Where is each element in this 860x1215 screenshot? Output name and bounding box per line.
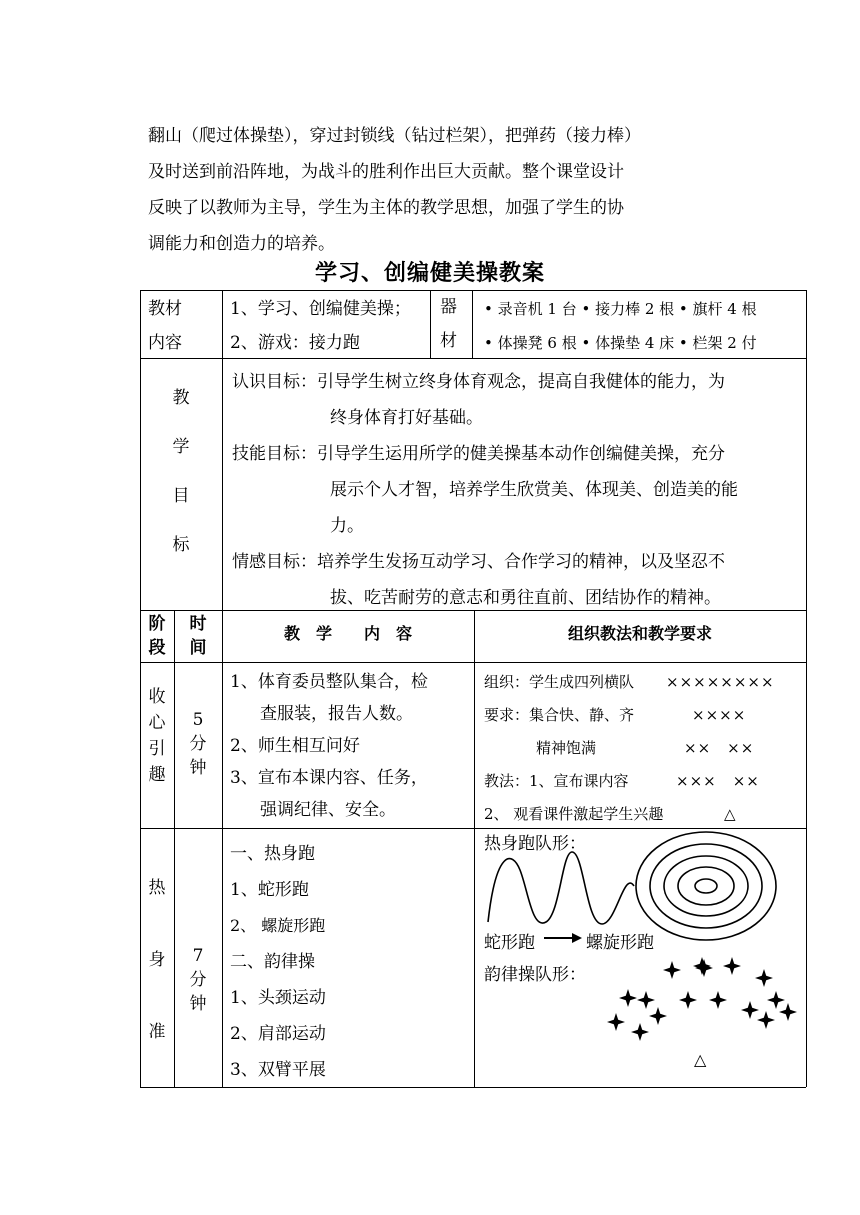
table-rule: [430, 290, 431, 358]
table-rule: [222, 610, 223, 1087]
table-rule: [222, 290, 223, 610]
stage2-name: 热 身 准: [148, 878, 166, 1042]
stage1-method: 组织：学生成四列横队 要求：集合快、静、齐 精神饱满 教法：1、宣布课内容 2、 观看课件激起学生兴趣: [484, 673, 664, 823]
header-content: 教 学 内 容: [283, 624, 412, 643]
goals-label: 教 学 目 标: [172, 388, 190, 555]
spiral-label: 螺旋形跑: [586, 933, 654, 953]
star-icon: [631, 1023, 649, 1041]
snake-path-icon: [488, 852, 634, 924]
star-icon: [779, 1003, 797, 1021]
header-time: 时 间: [189, 614, 207, 658]
star-icon: [663, 961, 681, 979]
teacher-triangle-icon: △: [724, 805, 736, 823]
table-rule: [474, 610, 475, 1087]
teacher-triangle-icon: △: [694, 1050, 707, 1069]
star-icon: [767, 991, 785, 1009]
intro-line: 及时送到前沿阵地，为战斗的胜利作出巨大贡献。整个课堂设计: [148, 162, 624, 182]
stage2-time: 7 分 钟: [189, 946, 207, 1014]
star-icon: [619, 989, 637, 1007]
snake-label: 蛇形跑: [484, 933, 535, 953]
star-icon: [637, 991, 655, 1009]
star-icon: [709, 991, 727, 1009]
arrow-head-icon: [572, 933, 582, 943]
table-border-top: [140, 290, 806, 291]
header-stage: 阶 段: [148, 614, 166, 658]
table-border-right: [806, 290, 807, 1087]
table-rule: [472, 290, 473, 358]
stage1-time: 5 分 钟: [189, 710, 207, 778]
star-icon: [755, 969, 773, 987]
spiral-rings-icon: [636, 832, 776, 940]
star-icon: [741, 1001, 759, 1019]
material-label: 教材 内容: [148, 299, 182, 353]
intro-line: 翻山（爬过体操垫），穿过封锁线（钻过栏架），把弹药（接力棒）: [148, 126, 641, 146]
star-icon: [607, 1013, 625, 1031]
star-icon: [757, 1011, 775, 1029]
material-content: 1、学习、创编健美操； 2、游戏：接力跑: [230, 299, 411, 353]
equipment-label: 器 材: [440, 297, 457, 351]
star-icon: [679, 991, 697, 1009]
goal-affective: 情感目标：培养学生发扬互动学习、合作学习的精神，以及坚忍不: [232, 552, 725, 572]
star-icon: [649, 1007, 667, 1025]
warmup-formation-label: 热身跑队形：: [484, 834, 586, 854]
intro-line: 反映了以教师为主导，学生为主体的教学思想，加强了学生的协: [148, 198, 624, 218]
intro-paragraph: [148, 118, 718, 262]
goals-text: 认识目标：引导学生树立终身体育观念，提高自我健体的能力，为 终身体育打好基础。 技能目标：引导学生运用所学的健美操基本动作创编健美操，充分 展示个人才智，培养学生欣赏美、体现美、创造美的能 力。 情感目标：培养学生发扬互动学习、合作学习的精神，以及坚忍不 拔、吃苦耐劳的意志和勇往直前、团结协作的精神。: [232, 364, 738, 616]
stage1-content: 1、体育委员整队集合，检 查服装，报告人数。 2、师生相互问好 3、宣布本课内容、任务， 强调纪律、安全。: [230, 672, 428, 820]
star-icon: [695, 959, 713, 977]
goal-cognitive: 认识目标：引导学生树立终身体育观念，提高自我健体的能力，为: [232, 372, 725, 392]
stage2-content: 一、热身跑 1、蛇形跑 2、 螺旋形跑 二、韵律操 1、头颈运动 2、肩部运动 3、双臂平展: [230, 844, 326, 1080]
equipment-list: • 录音机 1 台 • 接力棒 2 根 • 旗杆 4 根 • 体操凳 6 根 • 体操垫 4 床 • 栏架 2 付: [484, 300, 757, 352]
header-method: 组织教法和教学要求: [567, 624, 712, 643]
stage1-name: 收 心 引 趣: [148, 687, 166, 785]
stage1-formation: ×××××××× ×××× ×× ×× ××× ×× △: [666, 666, 796, 831]
table-rule: [140, 662, 806, 663]
document-title: 学习、创编健美操教案: [314, 260, 545, 286]
rhythm-formation-label: 韵律操队形：: [484, 965, 586, 985]
goal-skill: 技能目标：引导学生运用所学的健美操基本动作创编健美操，充分: [232, 444, 725, 464]
rhythm-formation-stars: [607, 957, 797, 1041]
intro-line: 调能力和创造力的培养。: [148, 234, 335, 254]
star-icon: [723, 957, 741, 975]
